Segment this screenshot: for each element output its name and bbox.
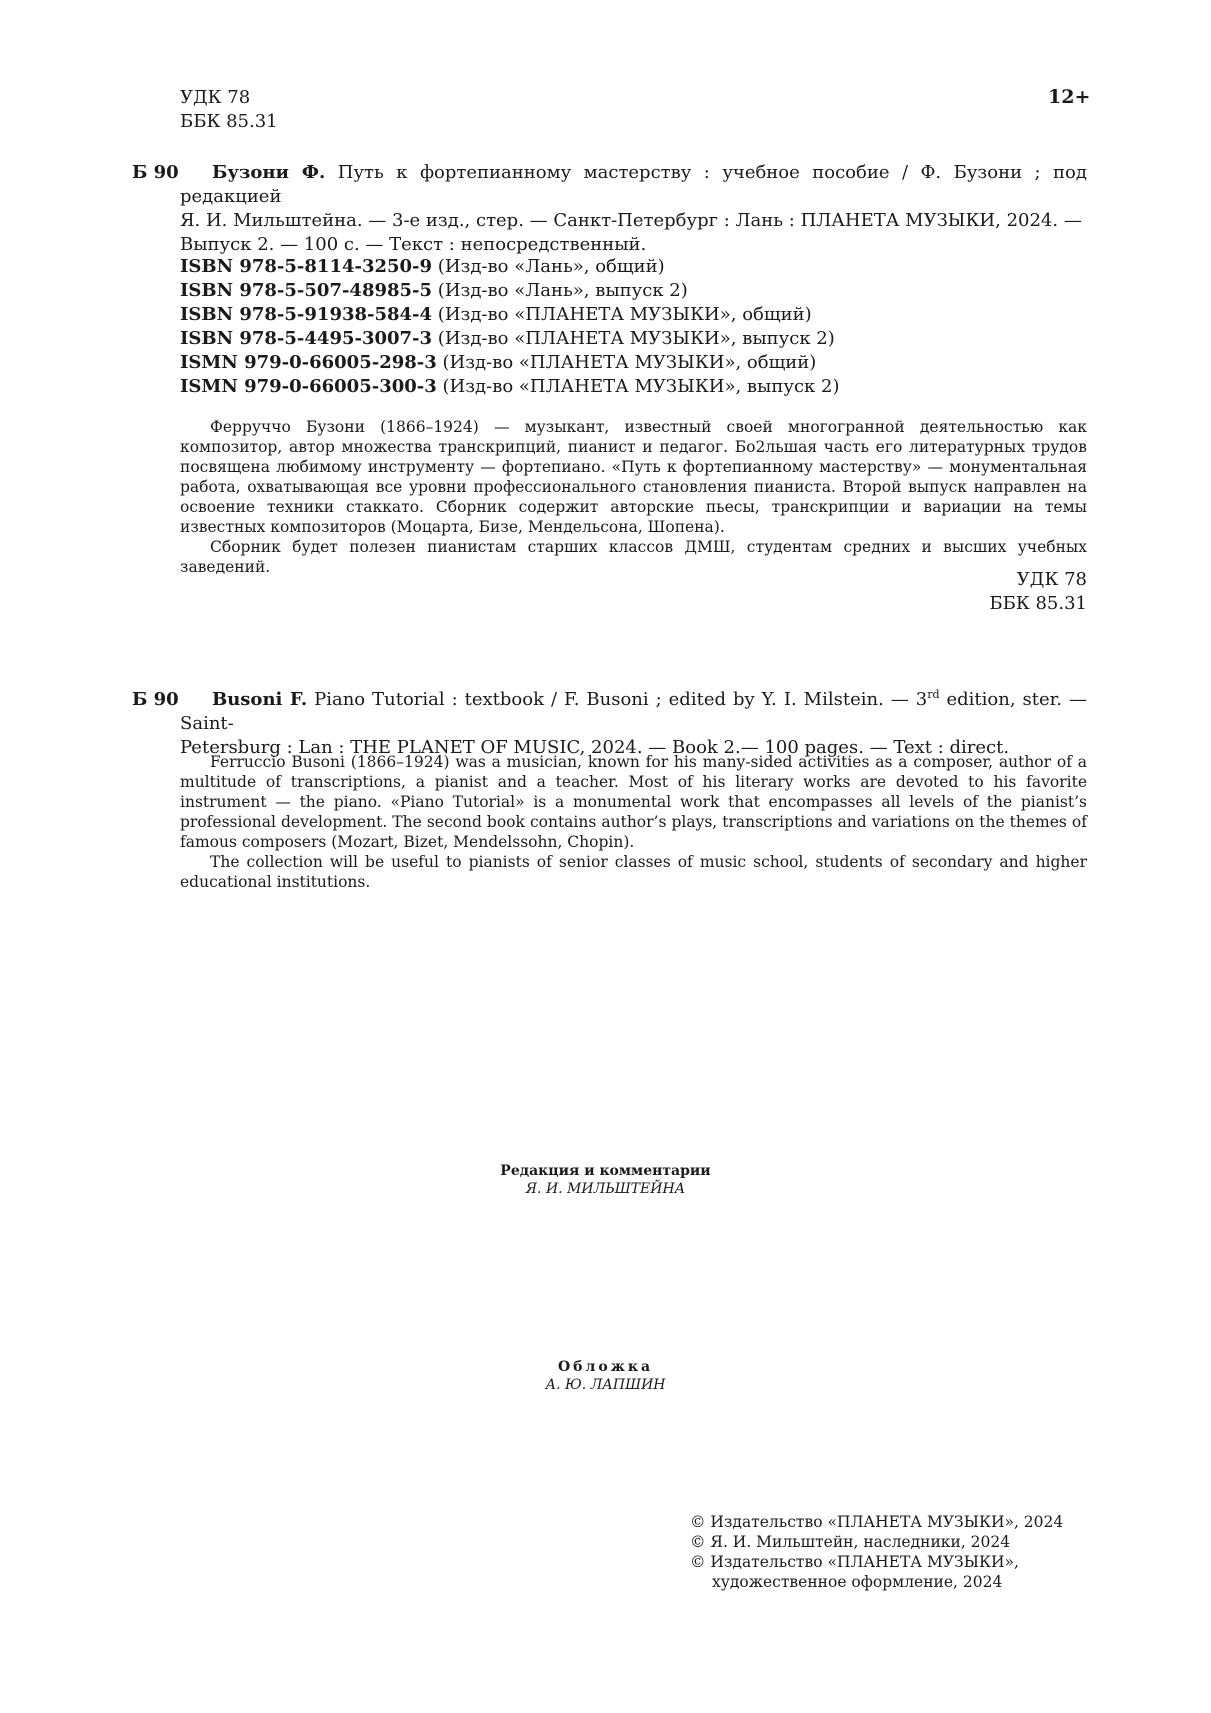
isbn-row: ISMN 979-0-66005-300-3 (Изд-во «ПЛАНЕТА МУЗЫКИ», выпуск 2) (180, 376, 840, 397)
udk-right-block (980, 568, 1087, 616)
editors-name: Я. И. МИЛЬШТЕЙНА (525, 1181, 686, 1197)
ru-entry (180, 161, 1087, 257)
udk-right-code: УДК 78 (1016, 569, 1087, 590)
editors-block (0, 1162, 1211, 1198)
bbk-right-code: ББК 85.31 (989, 593, 1087, 614)
ru-entry-line2: Я. И. Мильштейна. — 3-е изд., стер. — Санкт-Петербург : Лань : ПЛАНЕТА МУЗЫКИ, 2024. — (180, 210, 1082, 231)
udk-code: УДК 78 (180, 87, 251, 108)
ru-author: Бузони Ф. (212, 162, 326, 183)
header-classification (180, 86, 278, 134)
en-entry-sup: rd (927, 688, 940, 701)
isbn-row: ISBN 978-5-8114-3250-9 (Изд-во «Лань», общий) (180, 256, 665, 277)
copyright-block (690, 1512, 1063, 1592)
en-entry-line1b: edition, ster. — Saint- (180, 689, 1087, 734)
en-entry (180, 688, 1087, 760)
isbn-row: ISMN 979-0-66005-298-3 (Изд-во «ПЛАНЕТА МУЗЫКИ», общий) (180, 352, 817, 373)
copyright-line: © Издательство «ПЛАНЕТА МУЗЫКИ», 2024 (690, 1513, 1064, 1531)
isbn-row: ISBN 978-5-507-48985-5 (Изд-во «Лань», выпуск 2) (180, 280, 688, 301)
en-entry-line2: Petersburg : Lan : THE PLANET OF MUSIC, 2024. — Book 2.— 100 pages. — Text : direct. (180, 737, 1010, 758)
ru-annotation-p1: Ферруччо Бузони (1866–1924) — музыкант, известный своей многогранной деятельностью как композитор, автор множества транскрипций, пианист и педагог. Бо2льшая часть его литературных трудов посвящена любимому инструменту — фортепиано. «Путь к фортепианному мастерству» — монументальная работа, охватывающая все уровни профессионального становления пианиста. Второй выпуск направлен на освоение техники стаккато. Сборник содержит авторские пьесы, транскрипции и вариации на темы известных композиторов (Моцарта, Бизе, Мендельсона, Шопена). (180, 418, 1087, 536)
en-author: Busoni F. (212, 689, 308, 710)
en-annotation-p1: Ferruccio Busoni (1866–1924) was a musician, known for his many-sided activities as a composer, author of a multitude of transcriptions, a pianist and a teacher. Most of his literary works are devoted to his favorite instrument — the piano. «Piano Tutorial» is a monumental work that encompasses all levels of the pianist’s professional development. The second book contains author’s plays, transcriptions and variations on the themes of famous composers (Mozart, Bizet, Mendelssohn, Chopin). (180, 753, 1087, 851)
en-annotation-p2: The collection will be useful to pianists of senior classes of music school, students of secondary and higher educational institutions. (180, 853, 1087, 891)
en-annotation (180, 752, 1087, 892)
ru-annotation (180, 417, 1087, 577)
en-entry-code: Б 90 (132, 689, 179, 710)
copyright-line: © Издательство «ПЛАНЕТА МУЗЫКИ», (690, 1553, 1019, 1571)
editors-heading: Редакция и комментарии (500, 1163, 711, 1179)
isbn-list (180, 255, 839, 399)
copyright-line: художественное оформление, 2024 (712, 1573, 1003, 1591)
cover-block (0, 1358, 1211, 1394)
ru-annotation-p2: Сборник будет полезен пианистам старших классов ДМШ, студентам средних и высших учебных заведений. (180, 538, 1087, 576)
ru-entry-line3: Выпуск 2. — 100 с. — Текст : непосредственный. (180, 234, 647, 255)
copyright-line: © Я. И. Мильштейн, наследники, 2024 (690, 1533, 1011, 1551)
ru-entry-code: Б 90 (132, 162, 179, 183)
cover-heading: Обложка (557, 1359, 654, 1375)
en-entry-line1a: Piano Tutorial : textbook / F. Busoni ; edited by Y. I. Milstein. — 3 (314, 689, 928, 710)
age-rating: 12+ (1048, 86, 1091, 108)
isbn-row: ISBN 978-5-91938-584-4 (Изд-во «ПЛАНЕТА МУЗЫКИ», общий) (180, 304, 812, 325)
cover-name: А. Ю. ЛАПШИН (545, 1377, 666, 1393)
bbk-code: ББК 85.31 (180, 111, 278, 132)
isbn-row: ISBN 978-5-4495-3007-3 (Изд-во «ПЛАНЕТА МУЗЫКИ», выпуск 2) (180, 328, 835, 349)
ru-entry-line1: Путь к фортепианному мастерству : учебное пособие / Ф. Бузони ; под редакцией (180, 162, 1087, 207)
